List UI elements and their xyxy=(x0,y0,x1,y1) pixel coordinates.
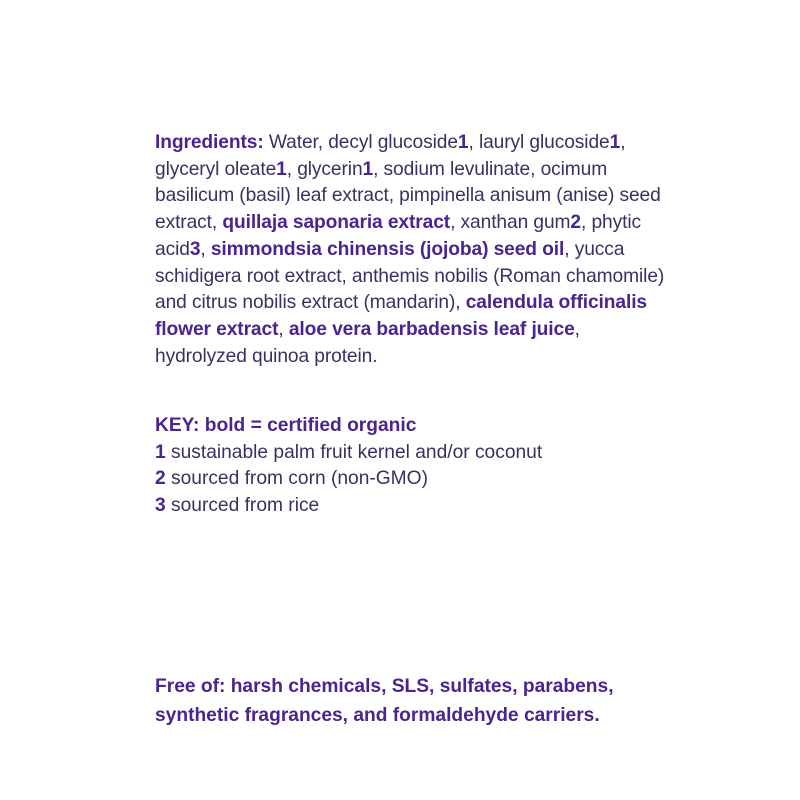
key-text: sourced from corn (non-GMO) xyxy=(165,468,428,489)
footnote-marker: 1 xyxy=(609,132,621,153)
ingredients-part: , xyxy=(200,238,211,260)
ingredients-part: , phytic acid xyxy=(155,212,641,260)
key-number: 3 xyxy=(155,494,166,516)
key-number: 1 xyxy=(155,441,166,463)
footnote-marker: 1 xyxy=(276,158,287,180)
key-item xyxy=(155,440,675,467)
key-item xyxy=(155,493,675,520)
ingredients-part: , hydrolyzed quinoa protein. xyxy=(155,318,580,367)
free-of-line: Free of: harsh chemicals, SLS, sulfates, parabens, xyxy=(155,676,614,697)
ingredients-label: Ingredients: xyxy=(155,132,264,153)
footnote-marker: 3 xyxy=(189,238,201,260)
ingredients-part: , lauryl glucoside xyxy=(468,132,610,153)
key-title: KEY: bold = certified organic xyxy=(155,415,417,436)
organic-ingredient: simmondsia chinensis (jojoba) seed oil xyxy=(210,238,565,260)
organic-ingredient: quillaja saponaria extract xyxy=(222,212,451,234)
key-legend xyxy=(155,413,675,519)
ingredients-part: , glycerin xyxy=(286,158,363,180)
footnote-marker: 1 xyxy=(362,158,374,180)
key-number: 2 xyxy=(155,468,166,489)
key-text: sustainable palm fruit kernel and/or coconut xyxy=(165,441,543,463)
ingredients-part: , sodium levulinate, ocimum basilicum (basil) leaf extract, pimpinella anisum (anise) seed extract, xyxy=(155,158,661,234)
free-of-line: synthetic fragrances, and formaldehyde carriers. xyxy=(155,705,600,726)
ingredients-part: , yucca schidigera root extract, anthemis nobilis (Roman chamomile) and citrus nobilis extract (mandarin), xyxy=(155,238,665,314)
ingredients-part: , glyceryl oleate xyxy=(155,132,626,180)
footnote-marker: 1 xyxy=(457,132,469,153)
ingredients-part: Water, decyl glucoside xyxy=(263,132,458,153)
ingredients-part: , xanthan gum xyxy=(450,212,571,234)
organic-ingredient: aloe vera barbadensis leaf juice xyxy=(288,318,575,340)
footnote-marker: 2 xyxy=(570,212,581,234)
ingredients-paragraph xyxy=(155,130,675,370)
key-text: sourced from rice xyxy=(165,494,320,516)
free-of-statement xyxy=(155,672,695,730)
organic-ingredient: calendula officinalis flower extract xyxy=(155,292,647,340)
key-item xyxy=(155,466,675,493)
ingredients-part: , xyxy=(278,318,289,340)
